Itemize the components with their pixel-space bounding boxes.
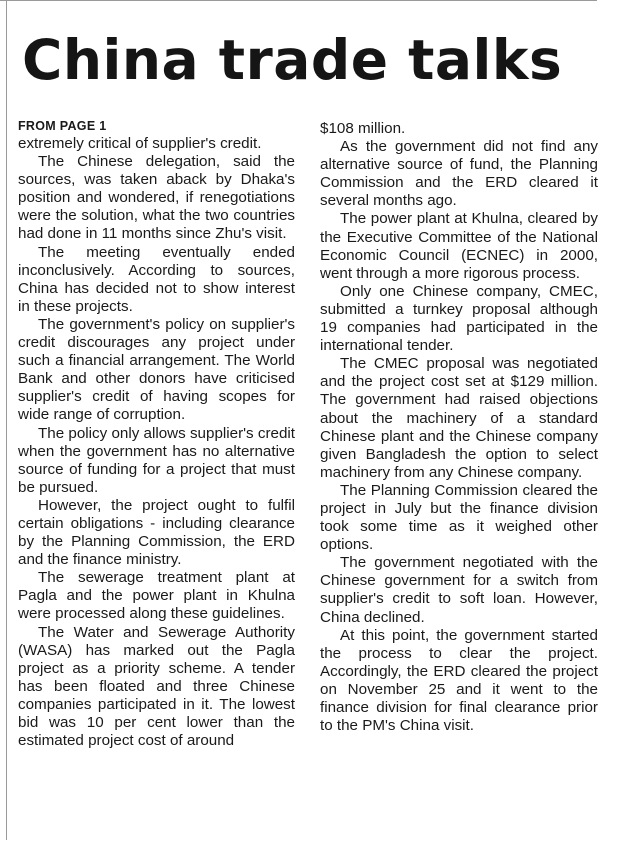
article-column-right [320, 120, 598, 735]
paragraph: $108 million. [320, 120, 406, 137]
paragraph: The power plant at Khulna, cleared by the Executive Committee of the National Economic Council (ECNEC) in 2000, went through a more rigorous process. [320, 210, 598, 282]
paragraph: As the government did not find any alternative source of fund, the Planning Commission and the ERD cleared it several months ago. [320, 138, 598, 210]
paragraph: The sewerage treatment plant at Pagla and the power plant in Khulna were processed along these guidelines. [18, 569, 295, 623]
continuation-kicker: FROM PAGE 1 [18, 119, 107, 133]
paragraph: The Water and Sewerage Authority (WASA) has marked out the Pagla project as a priority scheme. A tender has been floated and three Chinese companies participated in it. The lowest bid was 10 per cent lower than the estimated project cost of around [18, 623, 295, 750]
paragraph: The policy only allows supplier's credit when the government has no alternative source of funding for a project that must be pursued. [18, 424, 295, 496]
paragraph: The Planning Commission cleared the project in July but the finance division took some time as it weighed other options. [320, 481, 598, 554]
article-column-left [18, 118, 295, 750]
paragraph: Only one Chinese company, CMEC, submitted a turnkey proposal although 19 companies had participated in the international tender. [320, 282, 598, 355]
paragraph: The meeting eventually ended inconclusively. According to sources, China has decided not to show interest in these projects. [18, 243, 295, 315]
paragraph: The government negotiated with the Chinese government for a switch from supplier's credit to soft loan. However, China declined. [320, 554, 598, 626]
top-divider [0, 0, 597, 1]
paragraph: However, the project ought to fulfil certain obligations - including clearance by the Planning Commission, the ERD and the finance ministry. [18, 496, 295, 569]
headline: China trade talks [22, 28, 563, 92]
paragraph: At this point, the government started the process to clear the project. Accordingly, the ERD cleared the project on November 25 and it went to the finance division for final clearance prior to the PM's China visit. [320, 626, 598, 735]
paragraph: The Chinese delegation, said the sources, was taken aback by Dhaka's position and wondered, if renegotiations were the solution, what the two countries had done in 11 months since Zhu's visit. [18, 153, 295, 243]
paragraph: The CMEC proposal was negotiated and the project cost set at $129 million. The government had raised objections about the machinery of a standard Chinese plant and the Chinese company given Bangladesh the option to select machinery from any Chinese company. [320, 355, 598, 481]
paragraph: The government's policy on supplier's credit discourages any project under such a financial arrangement. The World Bank and other donors have criticised supplier's credit of having scopes for wide range of corruption. [18, 315, 295, 424]
left-divider [6, 0, 7, 840]
paragraph: extremely critical of supplier's credit. [18, 135, 262, 152]
